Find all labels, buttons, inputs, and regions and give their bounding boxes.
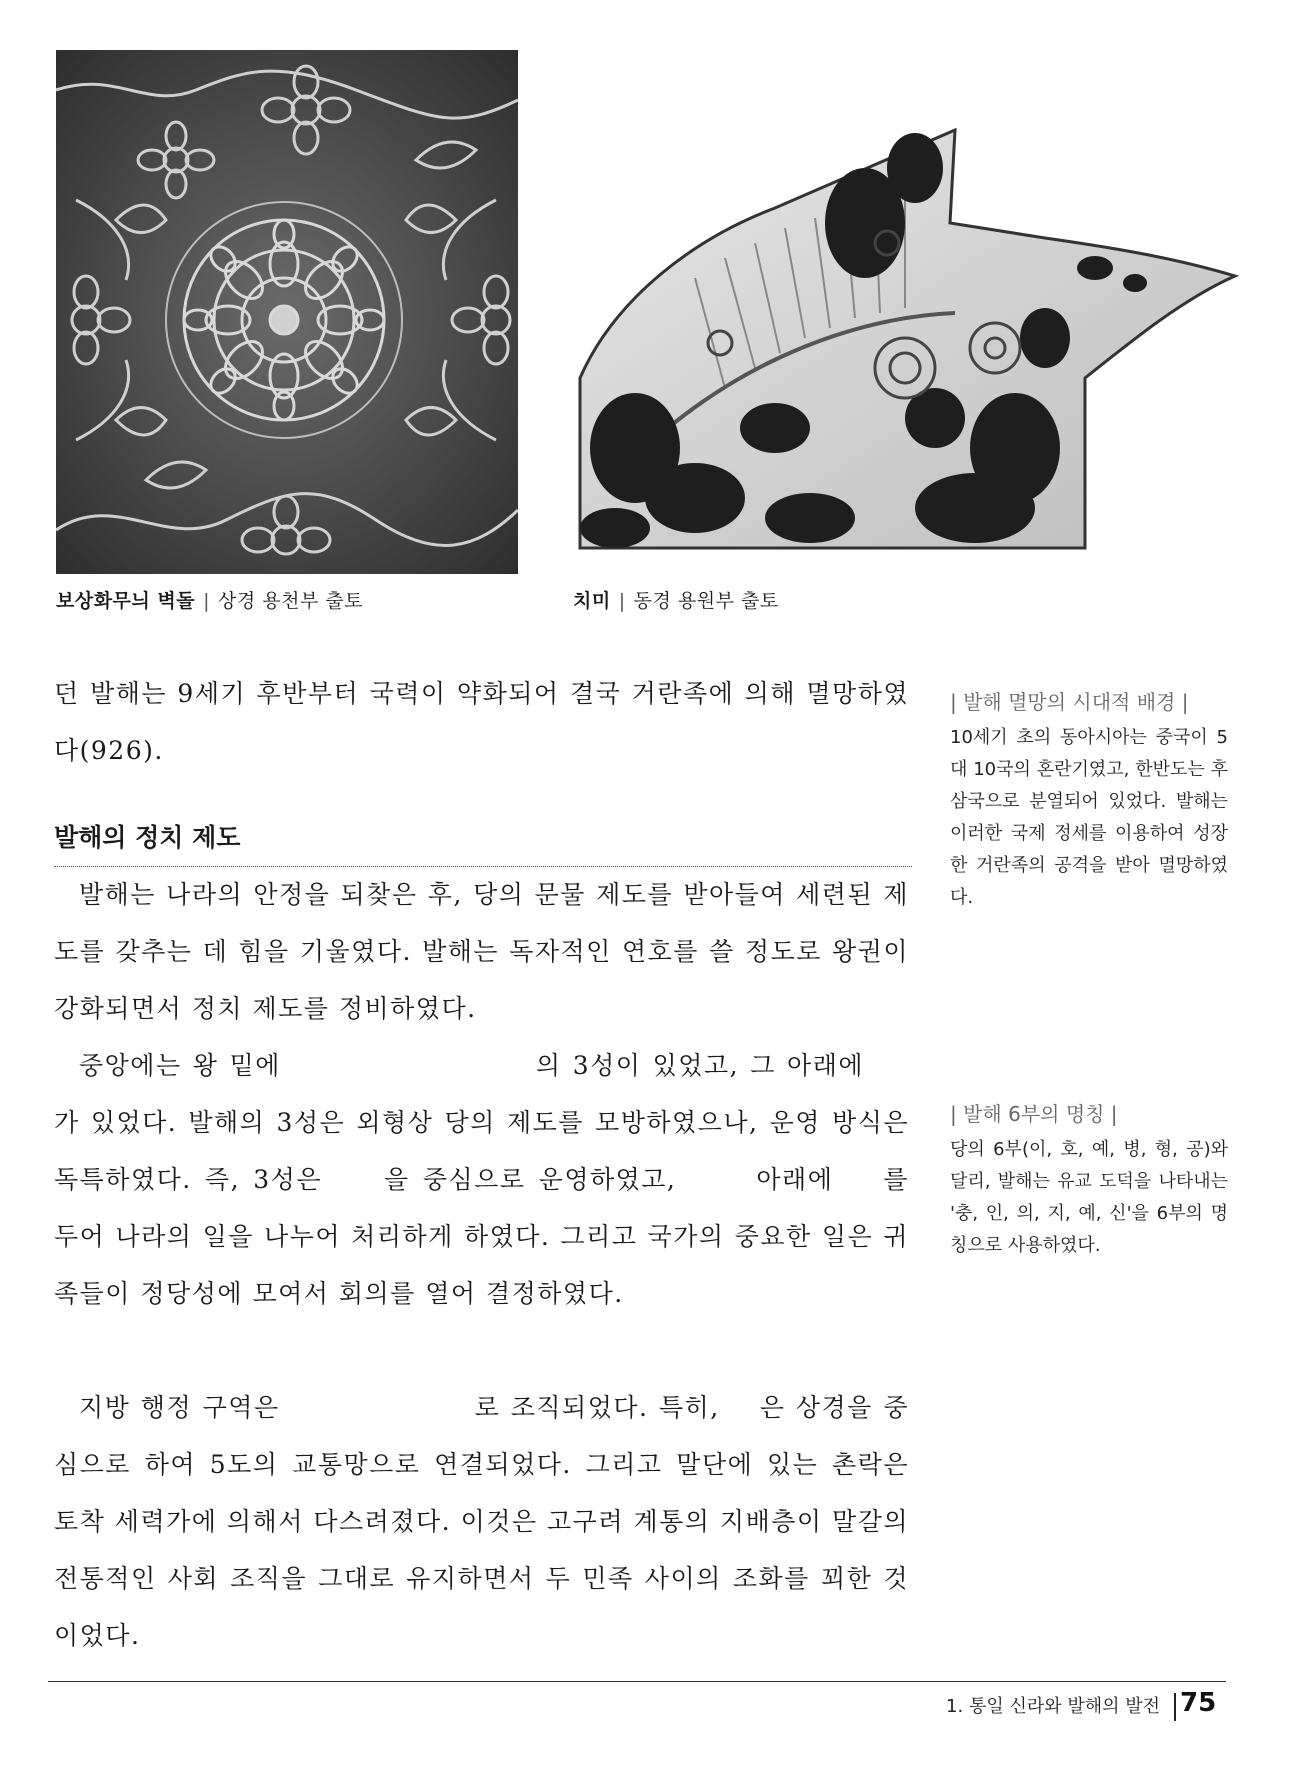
intro-paragraph: 던 발해는 9세기 후반부터 국력이 약화되어 결국 거란족에 의해 멸망하였다(926).	[54, 679, 909, 765]
sidebar-note-2	[950, 1098, 1228, 1262]
page-number: 75	[1180, 1688, 1217, 1718]
paragraph-text: 지방 행정 구역은	[79, 1393, 280, 1422]
chimi-image	[575, 128, 1240, 550]
chimi-photo	[575, 128, 1240, 550]
floral-brick-image	[56, 50, 518, 574]
paragraph-text: 가 있었다. 발해의 3성은 외형상 당의 제도를 모방하였으나, 운영 방식은 독특하였다. 즉, 3성은	[54, 1108, 909, 1194]
caption-source: 동경 용원부 출토	[633, 590, 779, 612]
paragraph-text: 로 조직되었다. 특히,	[474, 1393, 720, 1422]
paragraph-text: 중앙에는 왕 밑에	[79, 1051, 281, 1080]
sidebar-note-body: 당의 6부(이, 호, 예, 병, 형, 공)와 달리, 발해는 유교 도덕을 나타내는 '충, 인, 의, 지, 예, 신'을 6부의 명칭으로 사용하였다.	[950, 1139, 1228, 1256]
paragraph-text: 을 중심으로 운영하였고,	[383, 1165, 677, 1194]
footer-chapter-title: 1. 통일 신라와 발해의 발전	[946, 1693, 1176, 1721]
body-paragraph-1: 발해는 나라의 안정을 되찾은 후, 당의 문물 제도를 받아들여 세련된 제도를 갖추는 데 힘을 기울였다. 발해는 독자적인 연호를 쓸 정도로 왕권이 강화되면서 정치 제도를 정비하였다.	[54, 880, 909, 1023]
paragraph-text: 를 두어 나라의 일을 나누어 처리하게 하였다. 그리고 국가의 중요한 일은 귀족들이 정당성에 모여서 회의를 열어 결정하였다.	[54, 1165, 909, 1308]
sidebar-note-title: | 발해 멸망의 시대적 배경 |	[950, 690, 1189, 714]
sidebar-note-title: | 발해 6부의 명칭 |	[950, 1102, 1118, 1126]
paragraph-text: 은 상경을 중심으로 하여 5도의 교통망으로 연결되었다. 그리고 말단에 있는 촌락은 토착 세력가에 의해서 다스려졌다. 이것은 고구려 계통의 지배층이 말갈의 전통적인 사회 조직을 그대로 유지하면서 두 민족 사이의 조화를 꾀한 것이었다.	[54, 1393, 909, 1650]
caption-source: 상경 용천부 출토	[218, 590, 364, 612]
caption-title: 보상화무늬 벽돌	[56, 590, 196, 612]
floral-brick-photo	[56, 50, 518, 574]
caption-separator: |	[203, 590, 210, 612]
paragraph-text: 의 3성이 있었고, 그 아래에	[535, 1051, 864, 1080]
figure-caption-chimi	[573, 586, 779, 613]
sidebar-note-body: 10세기 초의 동아시아는 중국이 5대 10국의 혼란기였고, 한반도는 후삼국으로 분열되어 있었다. 발해는 이러한 국제 정세를 이용하여 성장한 거란족의 공격을 받아 멸망하였다.	[950, 727, 1228, 908]
sidebar-note-1	[950, 686, 1228, 914]
caption-separator: |	[618, 590, 626, 612]
paragraph-text: 아래에	[756, 1165, 834, 1194]
section-title: 발해의 정치 제도	[54, 818, 912, 867]
body-paragraph-3	[54, 1379, 909, 1664]
body-paragraph-2	[54, 1037, 909, 1322]
caption-title: 치미	[573, 590, 611, 612]
footer-rule	[48, 1681, 1226, 1682]
figure-caption-brick	[56, 586, 363, 613]
